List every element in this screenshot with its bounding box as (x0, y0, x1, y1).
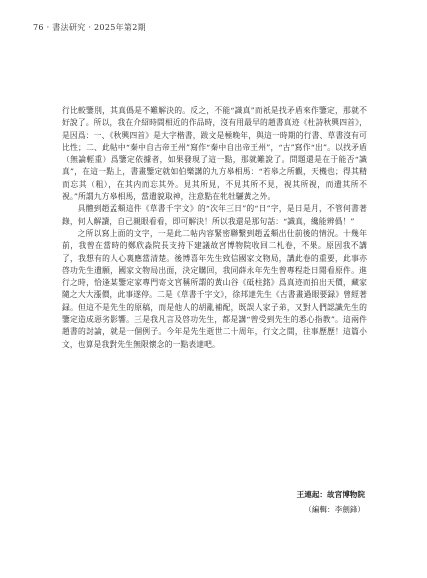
signature-block (297, 487, 365, 517)
author-affiliation: 王連起：故宮博物院 (296, 490, 365, 499)
paragraph-verdict: 具體到趙孟頫這件《草書千字文》的“次年三日”的“日”字，是日是月，不管何書著錄，何人解讀，自己親眼看看，即可解決！所以我還是那句話：“識真，纔能辨僞！” (62, 204, 367, 226)
running-header: 76 · 書法研究 · 2025年第2期 (33, 23, 146, 32)
paragraph-continued: 行比較鑒別，其真僞是不難解決的。反之，不能“識真”而祇是找矛盾來作鑒定，那就不好說了。所以，我在介紹時間相近的作品時，沒有用最早的趙書真迹《杜詩秋興四首》，是因爲：一、《秋興四首》是大字楷書，跋文是極晚年，與這一時期的行書、草書沒有可比性；二、此帖中“秦中自古帝王州”寫作“秦中自出帝王州”，“古”寫作“出”。以找矛盾（無論輕重）爲鑒定依據者，如果發現了這一點，那就難說了。問題還是在于能否“識真”，在這一點上，書畫鑒定就如伯樂講的九方皋相馬：“若皋之所觀，天機也；得其精而忘其（粗），在其内而忘其外。見其所見，不見其所不見，視其所視，而遺其所不視。”所謂九方皋相馬，當遺貌取神，注意點在牝牡驪黃之外。 (62, 106, 367, 202)
paragraph-background: 之所以寫上面的文字，一是此二帖内容緊密聯繫到趙孟頫出仕前後的情況。十幾年前，我曾在當時的鄭欣淼院長支持下建議故宮博物院收回二札卷，不果。原因我不講了，我想有的人心裏應當清楚。後博喜年先生致信國家文物局，講此卷的重要，此事亦啓功先生遺願，國家文物局出面，決定購回，我同薛永年先生曾專程赴日閲看原件。進行之時，恰逢某鑒定家專門寄文宮稱所謂的黃山谷《砥柱銘》爲真迹而拍出天價，藏家隨之大大漲價，此事遂停。二是《草書千字文》，徐邦達先生《古書畫過眼要録》曾經著録。但這不是先生的原稿，而是他人的胡亂補配，既誤人家子弟，又對人們認識先生的鑒定造成惡劣影響。三是我凡言及啓功先生，都是講“曾受到先生的悉心指教”。這兩件趙書的討論，就是一個例子。今年是先生逝世二十周年，行文之間，往事歷歷！這篇小文，也算是我對先生無限懷念的一點表達吧。 (62, 228, 367, 349)
editor-credit: （編輯：李劍鋒） (304, 505, 365, 514)
article-body (62, 105, 367, 351)
